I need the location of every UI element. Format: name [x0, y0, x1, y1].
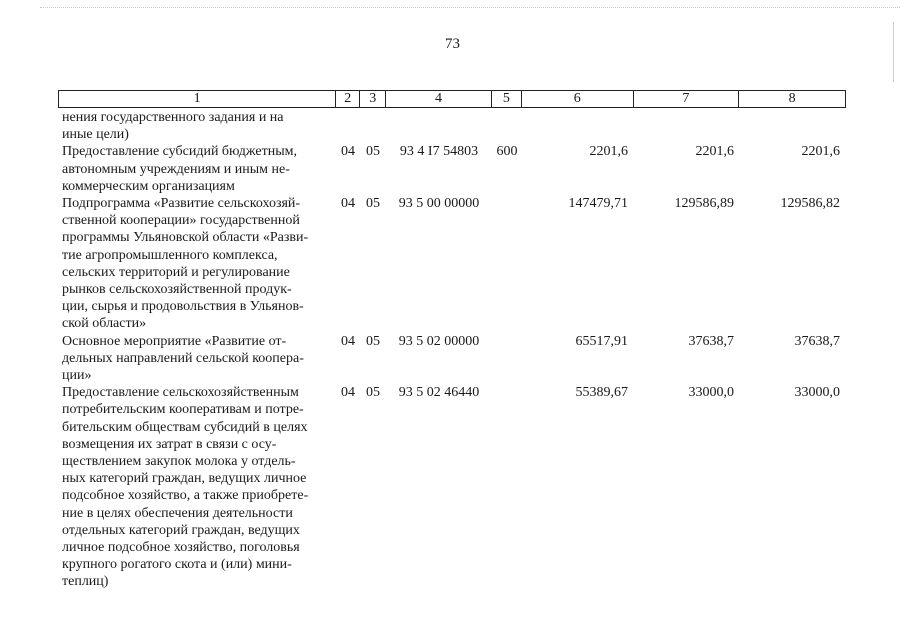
- row-name-line: возмещения их затрат в связи с осу-: [62, 436, 277, 452]
- table-body: [58, 109, 846, 591]
- row-name-line: подсобное хозяйство, а также приобрете-: [62, 488, 309, 504]
- amount-col-7-cell: 37638,7: [688, 333, 734, 349]
- row-name-cell: [58, 384, 336, 590]
- header-col-5: 5: [492, 91, 522, 107]
- table-row: [58, 333, 846, 385]
- row-name-line: теплиц): [62, 574, 109, 590]
- row-name-line: Предоставление сельскохозяйственным: [62, 385, 299, 401]
- amount-col-8-cell: 33000,0: [794, 385, 840, 401]
- row-name-line: нения государственного задания и на: [62, 110, 284, 125]
- row-name-line: Предоставление субсидий бюджетным,: [62, 144, 298, 160]
- amount-col-8-cell: 37638,7: [794, 333, 840, 349]
- row-name-cell: [58, 195, 336, 333]
- subsection-code-cell: 05: [366, 196, 380, 212]
- subsection-code-cell: 05: [366, 333, 380, 349]
- amount-col-6-cell: 2201,6: [589, 144, 628, 160]
- table-row: [58, 195, 846, 333]
- row-name-line: тие агропромышленного комплекса,: [62, 247, 278, 263]
- row-name-line: ние в целях обеспечения деятельности: [62, 505, 293, 521]
- row-name-line: коммерческим организациям: [62, 178, 235, 194]
- subsection-code-cell: 05: [366, 385, 380, 401]
- row-name-line: потребительским кооперативам и потре-: [62, 402, 304, 418]
- row-name-line: личное подсобное хозяйство, поголовья: [62, 540, 300, 556]
- section-code-cell: 04: [341, 333, 355, 349]
- row-name-line: крупного рогатого скота и (или) мини-: [62, 557, 292, 573]
- row-name-line: Основное мероприятие «Развитие от-: [62, 333, 287, 349]
- row-name-line: ных категорий граждан, ведущих личное: [62, 471, 307, 487]
- section-code-cell: 04: [341, 144, 355, 160]
- row-name-line: ции, сырья и продовольствия в Ульянов-: [62, 299, 304, 315]
- row-name-line: автономным учреждениям и иным не-: [62, 161, 290, 177]
- expense-type-cell: 600: [496, 144, 518, 160]
- row-name-line: дельных направлений сельской коопера-: [62, 350, 304, 366]
- table-row: [58, 143, 846, 195]
- row-name-cell: [58, 143, 336, 195]
- row-name-line: иные цели): [62, 127, 129, 143]
- header-col-1: 1: [59, 91, 336, 107]
- header-col-2: 2: [336, 91, 360, 107]
- page-number: 73: [445, 36, 460, 52]
- row-name-line: сельских территорий и регулирование: [62, 264, 290, 280]
- amount-col-8-cell: 129586,82: [780, 196, 840, 212]
- amount-col-8-cell: 2201,6: [801, 144, 840, 160]
- amount-col-7-cell: 33000,0: [688, 385, 734, 401]
- table-row: [58, 384, 846, 590]
- target-article-cell: 93 5 02 00000: [398, 333, 480, 349]
- amount-col-6-cell: 55389,67: [575, 385, 628, 401]
- target-article-cell: 93 4 I7 54803: [399, 144, 479, 160]
- amount-col-6-cell: 65517,91: [575, 333, 628, 349]
- amount-col-7-cell: 2201,6: [695, 144, 734, 160]
- table-row: [58, 109, 846, 143]
- row-name-line: ской области»: [62, 316, 147, 332]
- section-code-cell: 04: [341, 385, 355, 401]
- header-col-7: 7: [634, 91, 740, 107]
- row-name-cell: [58, 109, 336, 143]
- target-article-cell: 93 5 00 00000: [398, 196, 480, 212]
- row-name-line: рынков сельскохозяйственной продук-: [62, 282, 292, 298]
- row-name-line: программы Ульяновской области «Разви-: [62, 230, 309, 246]
- table-header-row: [58, 90, 846, 108]
- row-name-line: ственной кооперации» государственной: [62, 213, 300, 229]
- target-article-cell: 93 5 02 46440: [398, 385, 480, 401]
- row-name-line: бительским обществам субсидий в целях: [62, 419, 308, 435]
- subsection-code-cell: 05: [366, 144, 380, 160]
- amount-col-6-cell: 147479,71: [568, 196, 628, 212]
- section-code-cell: 04: [341, 196, 355, 212]
- scan-artifact-top: [40, 7, 900, 8]
- header-col-3: 3: [360, 91, 386, 107]
- row-name-line: отдельных категорий граждан, ведущих: [62, 522, 300, 538]
- row-name-line: ществлением закупок молока у отдель-: [62, 454, 296, 470]
- row-name-line: Подпрограмма «Развитие сельскохозяй-: [62, 196, 301, 212]
- row-name-cell: [58, 333, 336, 385]
- header-col-8: 8: [788, 91, 796, 106]
- amount-col-7-cell: 129586,89: [674, 196, 734, 212]
- header-col-4: 4: [386, 91, 492, 107]
- header-col-6: 6: [522, 91, 634, 107]
- row-name-line: ции»: [62, 368, 92, 384]
